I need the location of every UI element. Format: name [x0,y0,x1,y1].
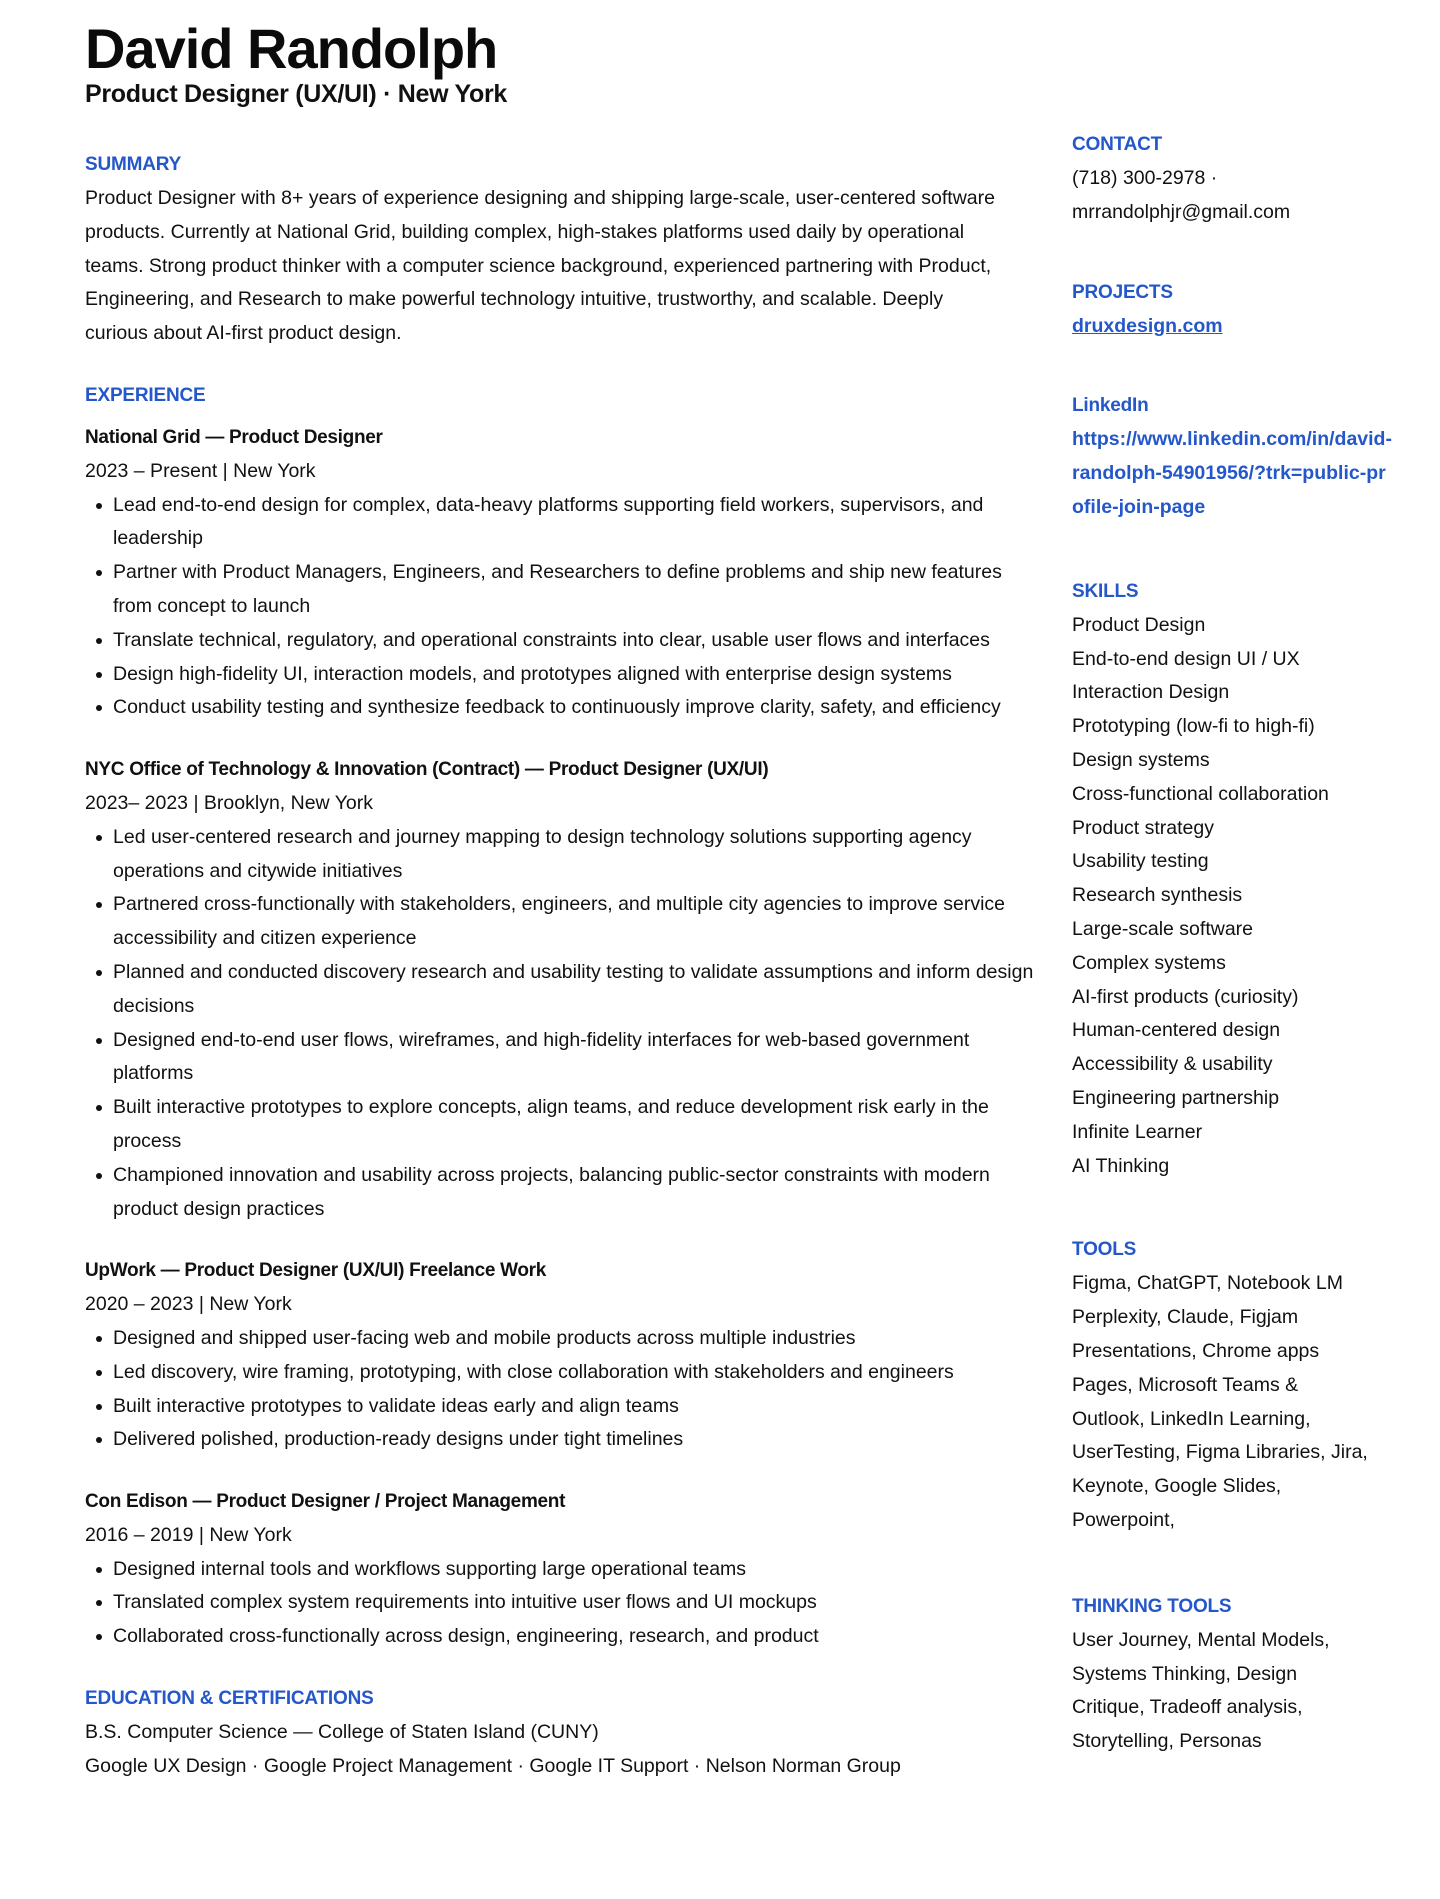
summary-heading: SUMMARY [85,154,182,175]
job-bullet: Planned and conducted discovery research and usability testing to validate assumptions and inform design decisions [113,956,1045,1024]
tools-heading: TOOLS [1072,1239,1137,1261]
thinking-tools-list: User Journey, Mental Models, Systems Thinking, Design Critique, Tradeoff analysis, Storytelling, Personas [1072,1628,1330,1753]
job-bullet: Design high-fidelity UI, interaction models, and prototypes aligned with enterprise design systems [113,658,1045,692]
job-bullets [85,489,1045,726]
skill-item: Cross-functional collaboration [1072,782,1329,805]
skill-item: End-to-end design UI / UX [1072,647,1300,670]
skill-item: Large-scale software [1072,917,1254,940]
education-certifications: Google UX Design · Google Project Management · Google IT Support · Nelson Norman Group [85,1754,901,1777]
contact-email[interactable]: mrrandolphjr@gmail.com [1072,200,1291,223]
job-entry [85,753,1045,1226]
skill-item: Interaction Design [1072,681,1230,704]
job-bullets [85,1553,1045,1654]
job-bullet: Led discovery, wire framing, prototyping, with close collaboration with stakeholders and engineers [113,1356,1045,1390]
job-bullet: Conduct usability testing and synthesize feedback to continuously improve clarity, safety, and efficiency [113,691,1045,725]
job-dates-location: 2016 – 2019 | New York [85,1523,292,1546]
job-bullet: Led user-centered research and journey mapping to design technology solutions supporting agency operations and citywide initiatives [113,821,1045,889]
main-column [85,148,1045,1784]
job-title: Con Edison — Product Designer / Project Management [85,1491,566,1513]
skill-item: Product Design [1072,613,1206,636]
job-bullet: Lead end-to-end design for complex, data-heavy platforms supporting field workers, supervisors, and leadership [113,489,1045,557]
contact-phone: (718) 300-2978 · [1072,167,1218,189]
skill-item: AI Thinking [1072,1154,1170,1177]
job-dates-location: 2020 – 2023 | New York [85,1293,292,1316]
job-entry [85,1485,1045,1654]
education-degree: B.S. Computer Science — College of Staten Island (CUNY) [85,1721,599,1744]
candidate-name: David Randolph [85,17,498,80]
job-dates-location: 2023 – Present | New York [85,459,316,482]
job-entry [85,1254,1045,1457]
job-bullet: Built interactive prototypes to validate ideas early and align teams [113,1390,1045,1424]
job-bullet: Designed internal tools and workflows supporting large operational teams [113,1553,1045,1587]
candidate-subtitle: Product Designer (UX/UI) · New York [85,80,507,108]
job-bullet: Designed and shipped user-facing web and mobile products across multiple industries [113,1322,1045,1356]
job-title: UpWork — Product Designer (UX/UI) Freelance Work [85,1260,547,1282]
job-bullet: Delivered polished, production-ready designs under tight timelines [113,1423,1045,1457]
job-bullet: Built interactive prototypes to explore concepts, align teams, and reduce development risk early in the process [113,1091,1045,1159]
job-entry [85,421,1045,725]
sidebar [1072,128,1392,1759]
projects-heading: PROJECTS [1072,281,1173,303]
skills-heading: SKILLS [1072,580,1139,602]
job-bullet: Translate technical, regulatory, and operational constraints into clear, usable user flows and interfaces [113,624,1045,658]
linkedin-link[interactable]: https://www.linkedin.com/in/david-randolph-54901956/?trk=public-profile-join-page [1072,428,1392,518]
job-bullet: Championed innovation and usability across projects, balancing public-sector constraints with modern product design practices [113,1159,1045,1227]
skill-item: AI-first products (curiosity) [1072,985,1299,1008]
skill-item: Accessibility & usability [1072,1053,1273,1076]
job-bullets [85,821,1045,1227]
skill-item: Product strategy [1072,816,1214,839]
job-bullet: Partnered cross-functionally with stakeholders, engineers, and multiple city agencies to improve service accessibility and citizen experience [113,888,1045,956]
portfolio-link[interactable]: druxdesign.com [1072,314,1223,337]
skill-item: Prototyping (low-fi to high-fi) [1072,715,1315,738]
job-bullet: Partner with Product Managers, Engineers, and Researchers to define problems and ship new features from concept to launch [113,556,1045,624]
linkedin-heading: LinkedIn [1072,395,1149,417]
skill-item: Research synthesis [1072,884,1243,907]
job-title: National Grid — Product Designer [85,426,383,448]
contact-heading: CONTACT [1072,134,1163,155]
tools-list: Figma, ChatGPT, Notebook LM Perplexity, Claude, Figjam Presentations, Chrome apps Pages, Microsoft Teams & Outlook, LinkedIn Learning, UserTesting, Figma Libraries, Jira, Keynote, Google Slides, Powerpoint, [1072,1272,1368,1531]
skill-item: Human-centered design [1072,1019,1281,1042]
job-dates-location: 2023– 2023 | Brooklyn, New York [85,791,374,814]
job-title: NYC Office of Technology & Innovation (Contract) — Product Designer (UX/UI) [85,759,769,781]
education-heading: EDUCATION & CERTIFICATIONS [85,1688,374,1710]
skills-list [1072,609,1392,1184]
job-bullet: Translated complex system requirements into intuitive user flows and UI mockups [113,1586,1045,1620]
summary-text: Product Designer with 8+ years of experience designing and shipping large-scale, user-centered software products. Currently at National Grid, building complex, high-stakes platforms used daily by operational teams. Strong product thinker with a computer science background, experienced partnering with Product, Engineering, and Research to make powerful technology intuitive, trustworthy, and scalable. Deeply curious about AI-first product design. [85,187,995,345]
thinking-tools-heading: THINKING TOOLS [1072,1595,1232,1617]
skill-item: Infinite Learner [1072,1120,1203,1143]
skill-item: Complex systems [1072,951,1226,974]
skill-item: Engineering partnership [1072,1086,1280,1109]
job-bullet: Designed end-to-end user flows, wireframes, and high-fidelity interfaces for web-based government platforms [113,1024,1045,1092]
skill-item: Design systems [1072,748,1210,771]
job-bullets [85,1322,1045,1457]
job-bullet: Collaborated cross-functionally across design, engineering, research, and product [113,1620,1045,1654]
skill-item: Usability testing [1072,850,1209,873]
experience-heading: EXPERIENCE [85,384,206,406]
